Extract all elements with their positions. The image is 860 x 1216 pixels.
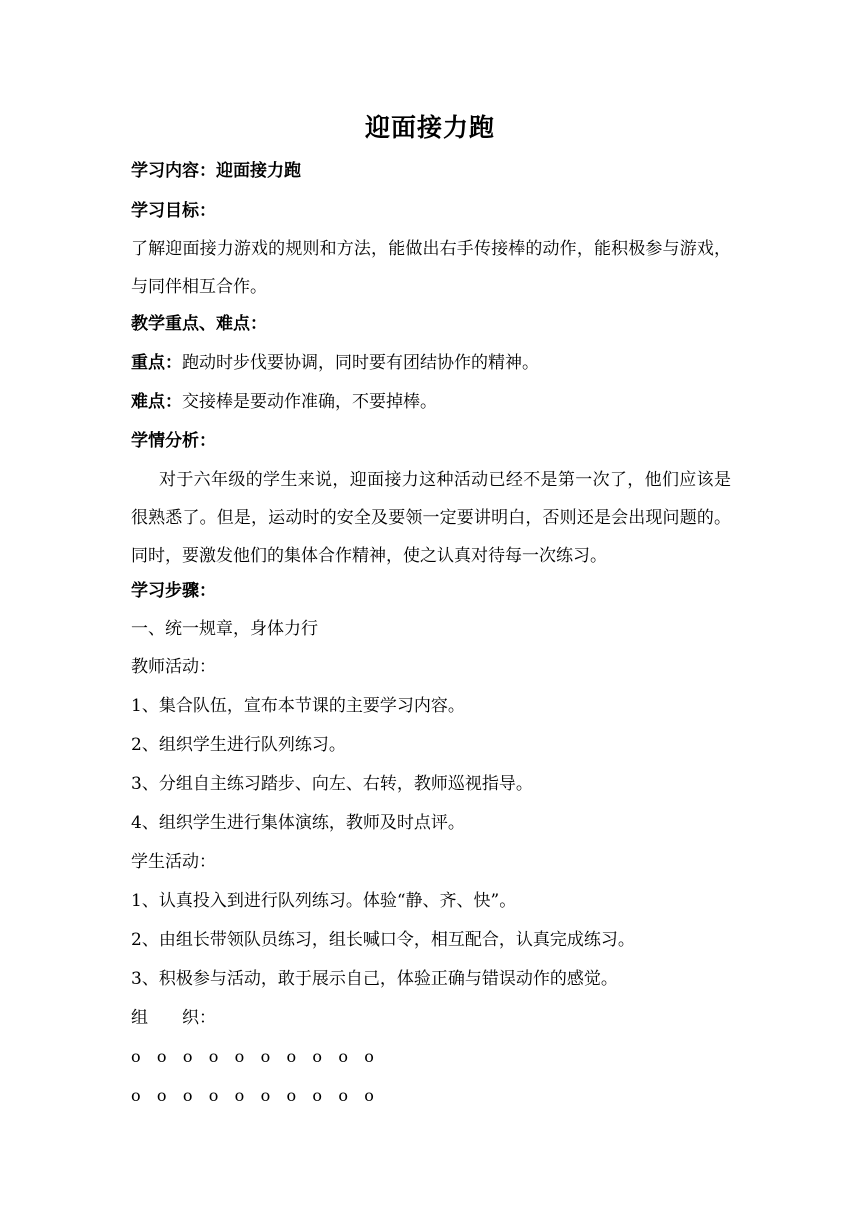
formation-row: o o o o o o o o o o bbox=[131, 1086, 380, 1105]
student-item: 3、积极参与活动，敢于展示自己，体验正确与错误动作的感觉。 bbox=[131, 969, 618, 989]
steps-heading: 学习步骤： bbox=[131, 581, 216, 601]
section-one-title: 一、统一规章，身体力行 bbox=[131, 619, 318, 639]
difficulty-label: 难点： bbox=[131, 392, 182, 412]
focus-text: 跑动时步伐要协调，同时要有团结协作的精神。 bbox=[182, 353, 539, 373]
objectives-heading: 学习目标： bbox=[131, 201, 216, 221]
content-line bbox=[131, 152, 741, 190]
focus-label: 重点： bbox=[131, 353, 182, 373]
student-activity-heading: 学生活动： bbox=[131, 852, 216, 872]
difficulty-line bbox=[131, 383, 741, 421]
student-item: 1、认真投入到进行队列练习。体验“静、齐、快”。 bbox=[131, 891, 517, 911]
analysis-heading: 学情分析： bbox=[131, 431, 216, 451]
difficulty-text: 交接棒是要动作准确，不要掉棒。 bbox=[182, 392, 437, 412]
organization-label-part2: 织： bbox=[182, 1008, 216, 1028]
student-item: 2、由组长带领队员练习，组长喊口令，相互配合，认真完成练习。 bbox=[131, 930, 635, 950]
objectives-text: 了解迎面接力游戏的规则和方法，能做出右手传接棒的动作，能积极参与游戏，与同伴相互合作。 bbox=[131, 239, 731, 297]
document-title: 迎面接力跑 bbox=[364, 113, 495, 142]
organization-label bbox=[131, 999, 741, 1037]
teacher-item: 4、组织学生进行集体演练，教师及时点评。 bbox=[131, 813, 465, 833]
teacher-activity-heading: 教师活动： bbox=[131, 657, 216, 677]
teacher-item: 3、分组自主练习踏步、向左、右转，教师巡视指导。 bbox=[131, 774, 533, 794]
key-points-heading: 教学重点、难点： bbox=[131, 314, 267, 334]
focus-line bbox=[131, 344, 741, 382]
teacher-item: 1、集合队伍，宣布本节课的主要学习内容。 bbox=[131, 696, 465, 716]
content-label: 学习内容： bbox=[131, 161, 216, 181]
formation-row: o o o o o o o o o o bbox=[131, 1047, 380, 1066]
organization-label-part1: 组 bbox=[131, 1008, 148, 1028]
content-value: 迎面接力跑 bbox=[216, 161, 301, 181]
teacher-item: 2、组织学生进行队列练习。 bbox=[131, 735, 346, 755]
analysis-text: 对于六年级的学生来说，迎面接力这种活动已经不是第一次了，他们应该是很熟悉了。但是，运动时的安全及要领一定要讲明白，否则还是会出现问题的。同时，要激发他们的集体合作精神，使之认真对待每一次练习。 bbox=[131, 470, 731, 566]
